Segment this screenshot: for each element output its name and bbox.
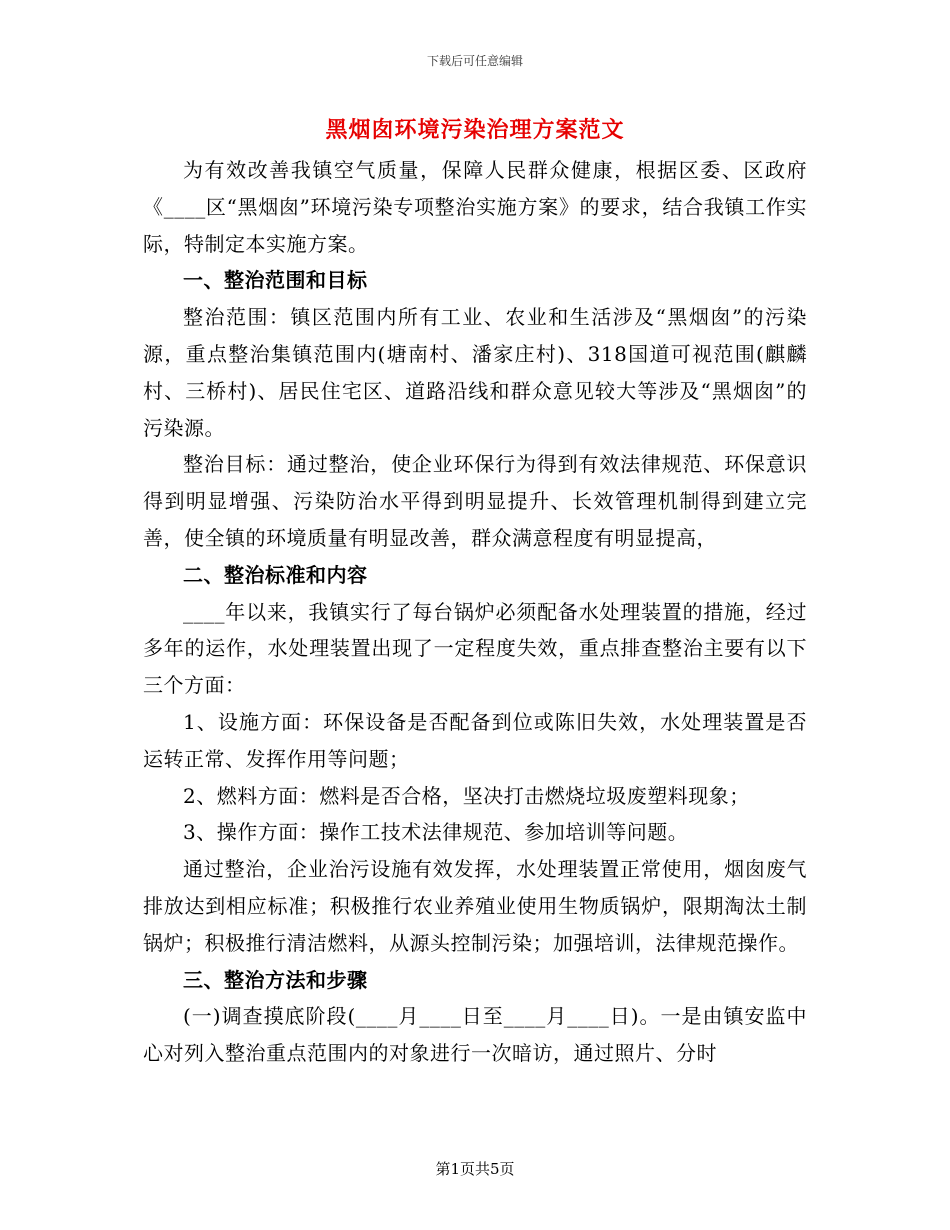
intro-paragraph: 为有效改善我镇空气质量，保障人民群众健康，根据区委、区政府《____区“黑烟囱”环境污染专项整治实施方案》的要求，结合我镇工作实际，特制定本实施方案。	[143, 158, 807, 256]
item-fuel: 2、燃料方面：燃料是否合格，坚决打击燃烧垃圾废塑料现象；	[183, 783, 750, 808]
page-header: 下载后可任意编辑	[426, 54, 523, 68]
outcome-paragraph: 通过整治，企业治污设施有效发挥，水处理装置正常使用，烟囱废气排放达到相应标准；积极推行农业养殖业使用生物质锅炉，限期淘汰土制锅炉；积极推行清洁燃料，从源头控制污染；加强培训，法律规范操作。	[143, 857, 807, 955]
item-facilities: 1、设施方面：环保设备是否配备到位或陈旧失效，水处理装置是否运转正常、发挥作用等问题；	[143, 709, 807, 771]
goal-paragraph: 整治目标：通过整治，使企业环保行为得到有效法律规范、环保意识得到明显增强、污染防治水平得到明显提升、长效管理机制得到建立完善，使全镇的环境质量有明显改善，群众满意程度有明显提高，	[143, 452, 807, 550]
section-heading-3: 三、整治方法和步骤	[183, 967, 368, 992]
section-heading-2: 二、整治标准和内容	[183, 562, 368, 587]
document-title: 黑烟囱环境污染治理方案范文	[325, 117, 625, 143]
survey-stage-paragraph: (一)调查摸底阶段(____月____日至____月____日)。一是由镇安监中心对列入整治重点范围内的对象进行一次暗访，通过照片、分时	[143, 1004, 807, 1066]
page-footer: 第1页共5页	[435, 1160, 515, 1178]
section-heading-1: 一、整治范围和目标	[183, 268, 368, 293]
scope-paragraph: 整治范围：镇区范围内所有工业、农业和生活涉及“黑烟囱”的污染源，重点整治集镇范围内(塘南村、潘家庄村)、318国道可视范围(麒麟村、三桥村)、居民住宅区、道路沿线和群众意见较大等涉及“黑烟囱”的污染源。	[143, 305, 807, 440]
document-body	[143, 152, 807, 1072]
item-operation: 3、操作方面：操作工技术法律规范、参加培训等问题。	[183, 820, 689, 845]
background-paragraph: ____年以来，我镇实行了每台锅炉必须配备水处理装置的措施，经过多年的运作，水处理装置出现了一定程度失效，重点排查整治主要有以下三个方面：	[143, 599, 807, 698]
